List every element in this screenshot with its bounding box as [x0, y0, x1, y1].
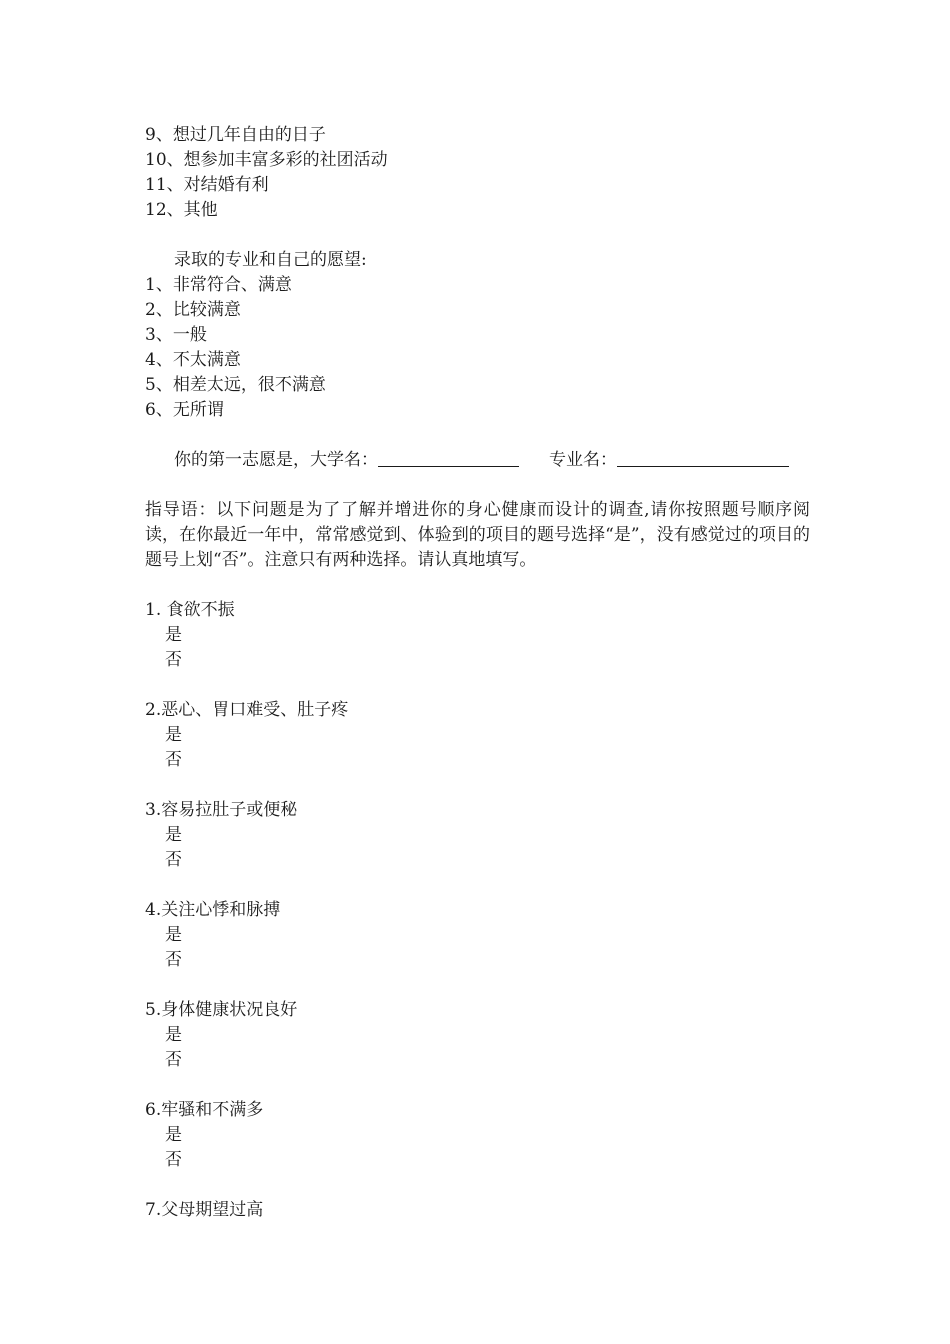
survey-page: [145, 123, 810, 1223]
question-text: 4.关注心悸和脉搏: [145, 900, 281, 920]
major-match-section: [145, 248, 810, 423]
list-item: 10、想参加丰富多彩的社团活动: [145, 150, 388, 170]
list-item: 1、非常符合、满意: [145, 275, 292, 295]
no-option[interactable]: 否: [165, 650, 182, 670]
list-item: 6、无所谓: [145, 400, 224, 420]
question-7: [145, 1198, 810, 1223]
reasons-list: [145, 123, 810, 223]
yes-option[interactable]: 是: [165, 725, 182, 745]
question-text: 6.牢骚和不满多: [145, 1100, 264, 1120]
question-text: 2.恶心、胃口难受、肚子疼: [145, 700, 349, 720]
list-item: 12、其他: [145, 200, 218, 220]
question-5: [145, 998, 810, 1073]
no-option[interactable]: 否: [165, 750, 182, 770]
question-3: [145, 798, 810, 873]
yes-option[interactable]: 是: [165, 1025, 182, 1045]
yes-option[interactable]: 是: [165, 925, 182, 945]
list-item: 9、想过几年自由的日子: [145, 125, 326, 145]
question-4: [145, 898, 810, 973]
major-match-question: 录取的专业和自己的愿望:: [174, 250, 367, 270]
question-text: 3.容易拉肚子或便秘: [145, 800, 298, 820]
no-option[interactable]: 否: [165, 850, 182, 870]
question-text: 7.父母期望过高: [145, 1200, 264, 1220]
no-option[interactable]: 否: [165, 1150, 182, 1170]
yes-option[interactable]: 是: [165, 825, 182, 845]
instructions-paragraph: 指导语：以下问题是为了了解并增进你的身心健康而设计的调查,请你按照题号顺序阅读，在你最近一年中，常常感觉到、体验到的项目的题号选择“是”，没有感觉过的项目的题号上划“否”。注意只有两种选择。请认真地填写。: [145, 500, 810, 570]
question-text: 5.身体健康状况良好: [145, 1000, 298, 1020]
university-label: 你的第一志愿是，大学名：: [174, 450, 378, 470]
list-item: 11、对结婚有利: [145, 175, 269, 195]
major-label: 专业名：: [549, 450, 617, 470]
university-blank[interactable]: [378, 449, 519, 467]
question-1: [145, 598, 810, 673]
major-blank[interactable]: [617, 449, 789, 467]
list-item: 2、比较满意: [145, 300, 241, 320]
list-item: 4、不太满意: [145, 350, 241, 370]
yes-option[interactable]: 是: [165, 625, 182, 645]
no-option[interactable]: 否: [165, 1050, 182, 1070]
question-2: [145, 698, 810, 773]
list-item: 5、相差太远，很不满意: [145, 375, 326, 395]
list-item: 3、一般: [145, 325, 207, 345]
yes-option[interactable]: 是: [165, 1125, 182, 1145]
question-text: 1. 食欲不振: [145, 600, 235, 620]
first-choice-row: [145, 448, 810, 473]
question-6: [145, 1098, 810, 1173]
no-option[interactable]: 否: [165, 950, 182, 970]
